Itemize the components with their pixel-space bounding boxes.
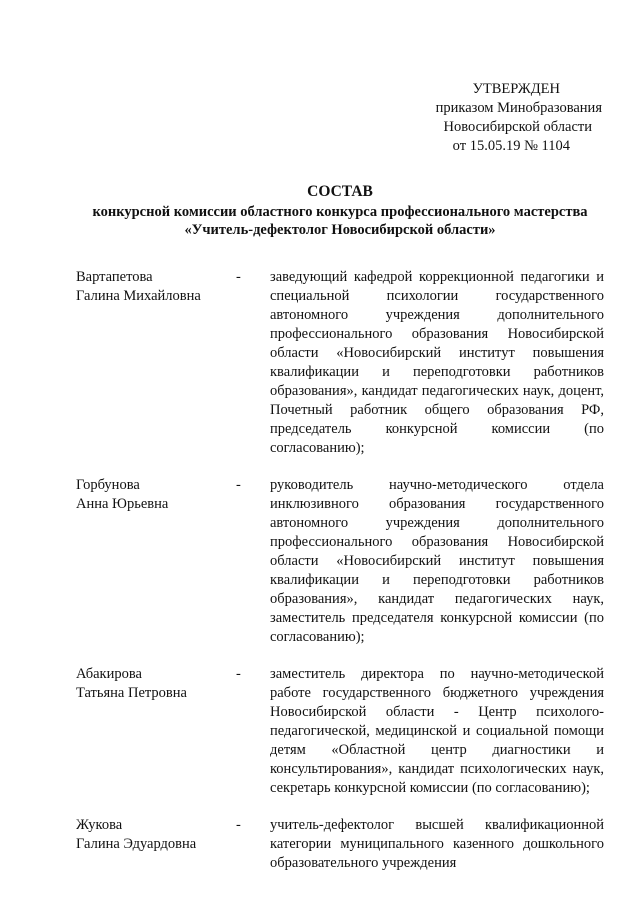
member-description: заведующий кафедрой коррекционной педагогики и специальной психологии государственного автономного учреждения дополнительного профессионального образования Новосибирской области «Новосибирский институт повышения квалификации и переподготовки работников образования», кандидат педагогических наук, доцент, Почетный работник общего образования РФ, председатель конкурсной комиссии (по согласованию); (270, 269, 604, 456)
title-subtitle-2: «Учитель-дефектолог Новосибирской области» (184, 222, 496, 238)
approval-region: Новосибирской области (443, 119, 592, 135)
approval-stamp (0, 80, 602, 156)
member-dash: - (236, 477, 241, 493)
member-description: заместитель директора по научно-методической работе государственного бюджетного учреждения Новосибирской области - Центр психолого-педагогической, медицинской и социальной помощи детям «Областной центр диагностики и консультирования», кандидат психологических наук, секретарь конкурсной комиссии (по согласованию); (270, 666, 604, 796)
member-given-names: Татьяна Петровна (76, 685, 187, 701)
member-description: учитель-дефектолог высшей квалификационной категории муниципального казенного дошкольного образовательного учреждения (270, 817, 604, 871)
member-name (76, 816, 236, 873)
commission-members-list (76, 268, 606, 891)
approval-date-number: от 15.05.19 № 1104 (452, 138, 570, 154)
member-surname: Вартапетова (76, 269, 153, 285)
member-dash: - (236, 269, 241, 285)
member-surname: Жукова (76, 817, 123, 833)
member-entry (76, 476, 606, 647)
document-title (60, 183, 620, 239)
member-dash: - (236, 666, 241, 682)
approval-order: приказом Минобразования (435, 100, 602, 116)
title-subtitle-1: конкурсной комиссии областного конкурса профессионального мастерства (92, 204, 588, 220)
member-entry (76, 816, 606, 873)
approval-status: УТВЕРЖДЕН (472, 81, 560, 97)
member-name (76, 476, 236, 647)
member-given-names: Галина Михайловна (76, 288, 201, 304)
member-given-names: Галина Эдуардовна (76, 836, 197, 852)
member-name (76, 665, 236, 798)
member-description: руководитель научно-методического отдела инклюзивного образования государственного автономного учреждения дополнительного профессионального образования Новосибирской области «Новосибирский институт повышения квалификации и переподготовки работников образования», кандидат педагогических наук, заместитель председателя конкурсной комиссии (по согласованию); (270, 477, 604, 645)
member-dash: - (236, 817, 241, 833)
member-surname: Горбунова (76, 477, 140, 493)
member-surname: Абакирова (76, 666, 142, 682)
member-given-names: Анна Юрьевна (76, 496, 169, 512)
member-entry (76, 665, 606, 798)
title-heading: СОСТАВ (307, 183, 373, 200)
member-name (76, 268, 236, 458)
member-entry (76, 268, 606, 458)
